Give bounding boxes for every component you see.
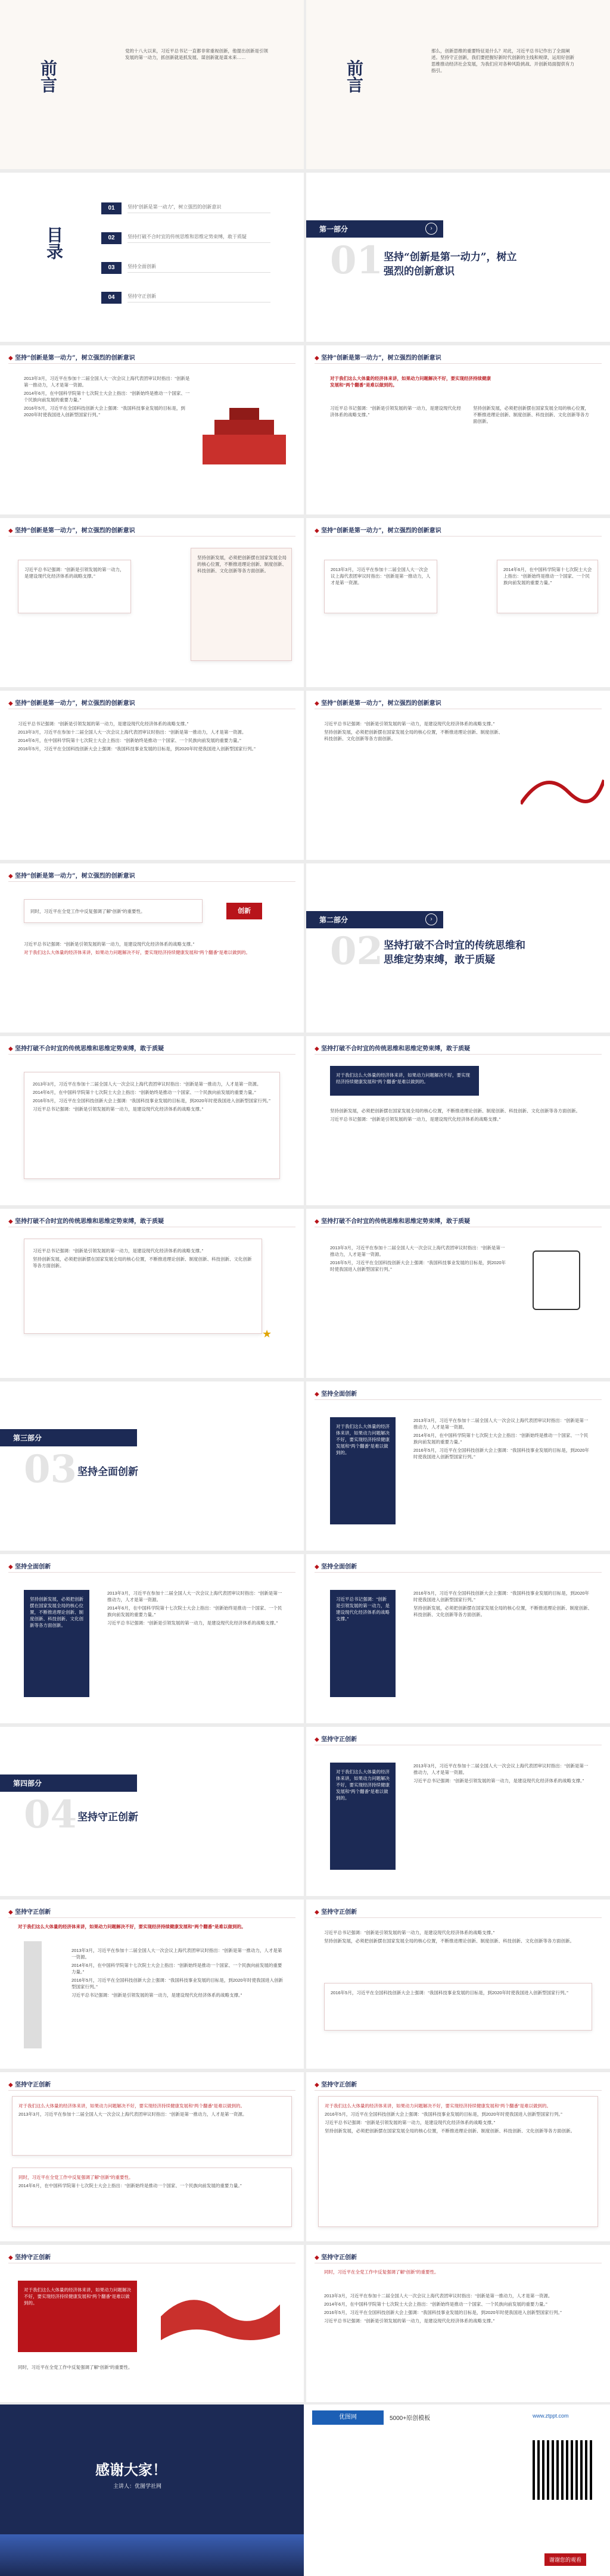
- slide-header: ◆ 坚持“创新是第一动力”，树立强烈的创新意识: [315, 698, 441, 707]
- title-card: 习近平总书记强调：“创新是引领发展的第一动力，是建设现代化经济体系的战略支撑。”: [330, 1590, 396, 1697]
- slide-text: 习近平总书记强调：“创新是引领发展的第一动力，是建设现代化经济体系的战略支撑。” 坚持创新发展，必须把创新摆在国家发展全局的核心位置，不断推进理论创新、制度创新、科技创新、文化创新等各方面创新。: [324, 1930, 574, 1944]
- toc-num: 02: [101, 232, 122, 244]
- slide-part3: [0, 1381, 304, 1551]
- slide-header: ◆ 坚持全面创新: [315, 1561, 357, 1570]
- slide-text: 2013年3月，习近平在参加十二届全国人大一次会议上海代表团审议时指出：“创新是第一推动力，人才是第一资源。 2014年6月，在中国科学院第十七次院士大会上指出：“创新始终是推动一个国家、一个民族向前发展的重要力量。” 2016年5月，习近平在全国科技创新大会上强调：“我国科技事业发展的目标是，到2020年时使我国进入创新型国家行列。”: [24, 376, 190, 417]
- slide-text: 2013年3月，习近平在参加十二届全国人大一次会议上海代表团审议时指出：“创新是第一推动力，人才是第一资源。 习近平总书记强调：“创新是引领发展的第一动力，是建设现代化经济体系的战略支撑。”: [413, 1763, 589, 1783]
- side-box: 坚持创新发展，必须把创新摆在国家发展全局的核心位置，不断推进理论创新、制度创新、科技创新、文化创新等各方面创新。: [191, 548, 292, 661]
- slide-preface-2: [306, 0, 610, 169]
- toc-item-4[interactable]: [101, 292, 270, 304]
- slide-content-5: [0, 691, 304, 860]
- tiananmen-illustration: [197, 393, 292, 470]
- part-title: 坚持“创新是第一动力”，树立强烈的创新意识: [384, 251, 517, 277]
- part-number: 03: [24, 1447, 77, 1492]
- slide-content-9: [306, 1036, 610, 1205]
- slide-preface-1: [0, 0, 304, 169]
- title-card: 对于我们这么大体量的经济体来讲，如果动力问题解决不好，要实现经济持续健康发展和“两个翻番”是难以做到的。: [330, 1763, 396, 1870]
- highlight-text: 对于我们这么大体量的经济体来讲，如果动力问题解决不好，要实现经济持续健康发展和“两个翻番”是难以做到的。: [330, 376, 491, 388]
- flag-ribbon-icon: [161, 2287, 280, 2346]
- slide-text-2: 坚持创新发展，必须把创新摆在国家发展全局的核心位置，不断推进理论创新、制度创新、科技创新、文化创新等各方面创新。: [473, 406, 589, 424]
- slide-header: ◆ 坚持守正创新: [315, 2079, 357, 2088]
- slide-part4: [0, 1727, 304, 1896]
- slide-header: ◆ 坚持打破不合时宜的传统思维和思维定势束缚，敢于质疑: [8, 1043, 164, 1052]
- toc-item-1[interactable]: [101, 202, 270, 214]
- toc-text: 坚持打破不合时宜的传统思维和思维定势束缚，敢于质疑: [127, 233, 270, 243]
- toc-num: 01: [101, 202, 122, 214]
- slide-text: 习近平总书记强调：“创新是引领发展的第一动力，是建设现代化经济体系的战略支撑。” 坚持创新发展，必须把创新摆在国家发展全局的核心位置，不断推进理论创新、制度创新、科技创新、文化创新等各方面创新。: [324, 721, 503, 741]
- slide-header: ◆ 坚持守正创新: [8, 1907, 51, 1916]
- preface-title: 前言: [38, 60, 58, 93]
- download-button[interactable]: 谢谢您的观看: [544, 2553, 586, 2566]
- slide-content-3: [0, 518, 304, 687]
- content-card: 习近平总书记强调：“创新是引领发展的第一动力，是建设现代化经济体系的战略支撑。” 坚持创新发展，必须把创新摆在国家发展全局的核心位置，不断推进理论创新、制度创新、科技创新、文化创新等各方面创新。: [24, 1239, 262, 1334]
- wave-decoration-icon: [521, 756, 604, 828]
- toc-text: 坚持“创新是第一动力”，树立强烈的创新意识: [127, 204, 270, 213]
- toc-text: 坚持全面创新: [127, 263, 270, 273]
- slide-part1: [306, 173, 610, 342]
- slide-content-12: [306, 1381, 610, 1551]
- slide-content-4: [306, 518, 610, 687]
- toc-text: 坚持守正创新: [127, 293, 270, 302]
- preface-body-2: 那么，创新思维的重要特征是什么？对此，习近平总书记作出了全面阐述。坚持守正创新，我们要把握好新时代创新的主线和规律，运用好创新思维推动经济社会发展，为我们应对各种风险挑战、开创新局面提供有力指引。: [431, 48, 574, 73]
- slide-content-6: [306, 691, 610, 860]
- part-title: 坚持全面创新: [77, 1466, 138, 1478]
- slide-content-19: [306, 2072, 610, 2241]
- slide-header: ◆ 坚持“创新是第一动力”，树立强烈的创新意识: [8, 698, 135, 707]
- slide-header: ◆ 坚持守正创新: [8, 2252, 51, 2261]
- slide-header: ◆ 坚持守正创新: [315, 2252, 357, 2261]
- pillar-illustration: [24, 1941, 42, 2048]
- part-title: 坚持守正创新: [77, 1811, 138, 1823]
- preface-title-2: 前言: [344, 60, 364, 93]
- slide-content-14: [306, 1554, 610, 1723]
- brand-url[interactable]: www.ztppt.com: [533, 2413, 569, 2419]
- slide-content-11: [306, 1209, 610, 1378]
- title-card: 坚持创新发展，必须把创新摆在国家发展全局的核心位置，不断推进理论创新、制度创新、科技创新、文化创新等各方面创新。: [24, 1590, 89, 1697]
- toc-num: 04: [101, 292, 122, 304]
- slide-text: 2013年3月，习近平在参加十二届全国人大一次会议上海代表团审议时指出：“创新是第一推动力，人才是第一资源。 2014年6月，在中国科学院第十七次院士大会上指出：“创新始终是推动一个国家、一个民族向前发展的重要力量。” 2016年5月，习近平在全国科技创新大会上强调：“我国科技事业发展的目标是，到2020年时使我国进入创新型国家行列。” 习近平总书记强调：“创新是引领发展的第一动力，是建设现代化经济体系的战略支撑。”: [71, 1948, 284, 1998]
- content-card: 2016年5月，习近平在全国科技创新大会上强调：“我国科技事业发展的目标是，到2020年时使我国进入创新型国家行列。”: [324, 1983, 592, 2031]
- quote-box-2: 2014年6月，在中国科学院第十七次院士大会上指出：“创新始终是推动一个国家、一个民族向前发展的重要力量。”: [497, 560, 598, 613]
- part-tag: 第四部分: [0, 1774, 137, 1792]
- slide-toc: [0, 173, 304, 342]
- qr-code: [533, 2440, 592, 2500]
- slide-text: 2013年3月，习近平在参加十二届全国人大一次会议上海代表团审议时指出：“创新是第一推动力，人才是第一资源。 2016年5月，习近平在全国科技创新大会上强调：“我国科技事业发展的目标是，到2020年时使我国进入创新型国家行列。”: [330, 1245, 506, 1272]
- thanks-slide: [0, 2405, 304, 2576]
- arrow-right-icon: ›: [425, 223, 437, 235]
- quote-input: 同时，习近平在全党工作中反复强调了解“创新”的重要性。: [24, 899, 203, 923]
- arrow-right-icon: ›: [425, 913, 437, 925]
- highlight-text: 同时，习近平在全党工作中反复强调了解“创新”的重要性。: [324, 2269, 439, 2275]
- slide-header: ◆ 坚持守正创新: [315, 1734, 357, 1743]
- slide-header: ◆ 坚持“创新是第一动力”，树立强烈的创新意识: [8, 353, 135, 361]
- slide-header: ◆ 坚持“创新是第一动力”，树立强烈的创新意识: [8, 525, 135, 534]
- slide-text: 2013年3月，习近平在参加十二届全国人大一次会议上海代表团审议时指出：“创新是第一推动力，人才是第一资源。 2014年6月，在中国科学院第十七次院士大会上指出：“创新始终是推动一个国家、一个民族向前发展的重要力量。” 2016年5月，习近平在全国科技创新大会上强调：“我国科技事业发展的目标是，到2020年时使我国进入创新型国家行列。” 习近平总书记强调：“创新是引领发展的第一动力，是建设现代化经济体系的战略支撑。”: [324, 2293, 562, 2324]
- slide-part2: [306, 863, 610, 1033]
- slide-header: ◆ 坚持全面创新: [315, 1389, 357, 1398]
- part-title: 坚持打破不合时宜的传统思维和思维定势束缚，敢于质疑: [384, 940, 525, 966]
- part-number: 02: [330, 929, 384, 974]
- slide-header: ◆ 坚持打破不合时宜的传统思维和思维定势束缚，敢于质疑: [8, 1216, 164, 1225]
- title-card: 对于我们这么大体量的经济体来讲，如果动力问题解决不好，要实现经济持续健康发展和“两个翻番”是难以做到的。: [330, 1066, 479, 1096]
- clipboard-icon: [533, 1250, 580, 1310]
- quote-box: 习近平总书记强调：“创新是引领发展的第一动力，是建设现代化经济体系的战略支撑。”: [18, 560, 131, 613]
- slide-content-10: [0, 1209, 304, 1378]
- slide-content-20: [0, 2245, 304, 2402]
- slide-text: 习近平总书记强调：“创新是引领发展的第一动力，是建设现代化经济体系的战略支撑。”: [330, 406, 461, 417]
- preface-body: 党的十八大以来，习近平总书记一直都非常重视创新，他提出创新是引领发展的第一动力，抓创新就是抓发展、谋创新就是谋未来……: [125, 48, 268, 60]
- ad-panel: [306, 2405, 610, 2576]
- slide-content-7: [0, 863, 304, 1033]
- slide-content-17: [306, 1900, 610, 2069]
- slide-header: ◆ 坚持守正创新: [8, 2079, 51, 2088]
- quote-box: 2013年3月，习近平在参加十二届全国人大一次会议上海代表团审议时指出：“创新是第一推动力，人才是第一资源。: [324, 560, 437, 613]
- part-number: 01: [330, 238, 384, 283]
- toc-num: 03: [101, 262, 122, 274]
- toc-item-3[interactable]: [101, 262, 270, 274]
- slide-content-18: [0, 2072, 304, 2241]
- slide-text: 坚持创新发展，必须把创新摆在国家发展全局的核心位置，不断推进理论创新、制度创新、科技创新、文化创新等各方面创新。 习近平总书记强调：“创新是引领发展的第一动力，是建设现代化经济体系的战略支撑。”: [330, 1108, 580, 1122]
- slide-header: ◆ 坚持全面创新: [8, 1561, 51, 1570]
- part-number: 04: [24, 1792, 77, 1837]
- slide-content-16: [0, 1900, 304, 2069]
- footer-section: [0, 2405, 610, 2576]
- highlight-text: 对于我们这么大体量的经济体来讲，如果动力问题解决不好，要实现经济持续健康发展和“两个翻番”是难以做到的。: [18, 1924, 246, 1929]
- content-card: 2013年3月，习近平在参加十二届全国人大一次会议上海代表团审议时指出：“创新是第一推动力，人才是第一资源。 2014年6月，在中国科学院第十七次院士大会上指出：“创新始终是推动一个国家、一个民族向前发展的重要力量。” 2016年5月，习近平在全国科技创新大会上强调：“我国科技事业发展的目标是，到2020年时使我国进入创新型国家行列。” 习近平总书记强调：“创新是引领发展的第一动力，是建设现代化经济体系的战略支撑。”: [24, 1072, 280, 1179]
- toc-item-2[interactable]: [101, 232, 270, 244]
- slide-text: 2013年3月，习近平在参加十二届全国人大一次会议上海代表团审议时指出：“创新是第一推动力，人才是第一资源。 2014年6月，在中国科学院第十七次院士大会上指出：“创新始终是推动一个国家、一个民族向前发展的重要力量。” 习近平总书记强调：“创新是引领发展的第一动力，是建设现代化经济体系的战略支撑。”: [107, 1590, 282, 1626]
- slide-content-1: [0, 345, 304, 514]
- thanks-title: 感谢大家！: [95, 2461, 167, 2478]
- city-skyline: [0, 2534, 304, 2576]
- content-card: 对于我们这么大体量的经济体来讲，如果动力问题解决不好，要实现经济持续健康发展和“两个翻番”是难以做到的。 2016年5月，习近平在全国科技创新大会上强调：“我国科技事业发展的目标是，到2020年时使我国进入创新型国家行列。” 习近平总书记强调：“创新是引领发展的第一动力，是建设现代化经济体系的战略支撑。” 坚持创新发展，必须把创新摆在国家发展全局的核心位置，不断推进理论创新、制度创新、科技创新、文化创新等各方面创新。: [318, 2096, 598, 2227]
- slide-header: ◆ 坚持守正创新: [315, 1907, 357, 1916]
- brand-tagline: 5000+原创模板: [390, 2415, 431, 2422]
- speaker-text: 主讲人：优图学社网: [113, 2483, 162, 2489]
- title-card: 对于我们这么大体量的经济体来讲，如果动力问题解决不好，要实现经济持续健康发展和“两个翻番”是难以做到的。: [330, 1417, 396, 1524]
- slide-content-2: [306, 345, 610, 514]
- slide-header: ◆ 坚持“创新是第一动力”，树立强烈的创新意识: [8, 871, 135, 880]
- slide-header: ◆ 坚持打破不合时宜的传统思维和思维定势束缚，敢于质疑: [315, 1216, 470, 1225]
- slide-content-15: [306, 1727, 610, 1896]
- brand-badge[interactable]: 优图网: [312, 2410, 384, 2425]
- slide-content-13: [0, 1554, 304, 1723]
- slide-text: 2013年3月，习近平在参加十二届全国人大一次会议上海代表团审议时指出：“创新是第一推动力，人才是第一资源。 2014年6月，在中国科学院第十七次院士大会上指出：“创新始终是推动一个国家、一个民族向前发展的重要力量。” 2016年5月，习近平在全国科技创新大会上强调：“我国科技事业发展的目标是，到2020年时使我国进入创新型国家行列。”: [413, 1418, 590, 1459]
- slide-text: 习近平总书记强调：“创新是引领发展的第一动力，是建设现代化经济体系的战略支撑。” 2013年3月，习近平在参加十二届全国人大一次会议上海代表团审议时指出：“创新是第一推动力，人才是第一资源。 2014年6月，在中国科学院第十七次院士大会上指出：“创新始终是推动一个国家、一个民族向前发展的重要力量。” 2016年5月，习近平在全国科技创新大会上强调：“我国科技事业发展的目标是，到2020年时使我国进入创新型国家行列。”: [18, 721, 256, 751]
- red-quote-card: 对于我们这么大体量的经济体来讲，如果动力问题解决不好，要实现经济持续健康发展和“两个翻番”是难以做到的。: [18, 2281, 137, 2352]
- slide-content-21: [306, 2245, 610, 2402]
- slide-header: ◆ 坚持打破不合时宜的传统思维和思维定势束缚，敢于质疑: [315, 1043, 470, 1052]
- slide-text: 同时，习近平在全党工作中反复强调了解“创新”的重要性。: [18, 2365, 133, 2370]
- part-tag: 第一部分: [306, 220, 443, 238]
- slide-content-8: [0, 1036, 304, 1205]
- part-tag: 第三部分: [0, 1429, 137, 1446]
- slide-text: 2016年5月，习近平在全国科技创新大会上强调：“我国科技事业发展的目标是，到2020年时使我国进入创新型国家行列。” 坚持创新发展，必须把创新摆在国家发展全局的核心位置，不断推进理论创新、制度创新、科技创新、文化创新等各方面创新。: [413, 1590, 592, 1617]
- content-card-2: 同时，习近平在全党工作中反复强调了解“创新”的重要性。 2014年6月，在中国科学院第十七次院士大会上指出：“创新始终是推动一个国家、一个民族向前发展的重要力量。”: [12, 2168, 292, 2227]
- content-card: 对于我们这么大体量的经济体来讲，如果动力问题解决不好，要实现经济持续健康发展和“两个翻番”是难以做到的。 2013年3月，习近平在参加十二届全国人大一次会议上海代表团审议时指出：“创新是第一推动力，人才是第一资源。: [12, 2096, 292, 2156]
- slide-header: ◆ 坚持“创新是第一动力”，树立强烈的创新意识: [315, 525, 441, 534]
- star-icon: ★: [262, 1328, 272, 1340]
- innovation-button[interactable]: 创新: [226, 903, 262, 919]
- slide-text: 习近平总书记强调：“创新是引领发展的第一动力，是建设现代化经济体系的战略支撑。” 对于我们这么大体量的经济体来讲，如果动力问题解决不好，要实现经济持续健康发展和“两个翻番”是难以做到的。: [24, 941, 250, 955]
- slide-header: ◆ 坚持“创新是第一动力”，树立强烈的创新意识: [315, 353, 441, 361]
- part-tag: 第二部分: [306, 911, 443, 928]
- toc-title: 目录: [44, 226, 64, 260]
